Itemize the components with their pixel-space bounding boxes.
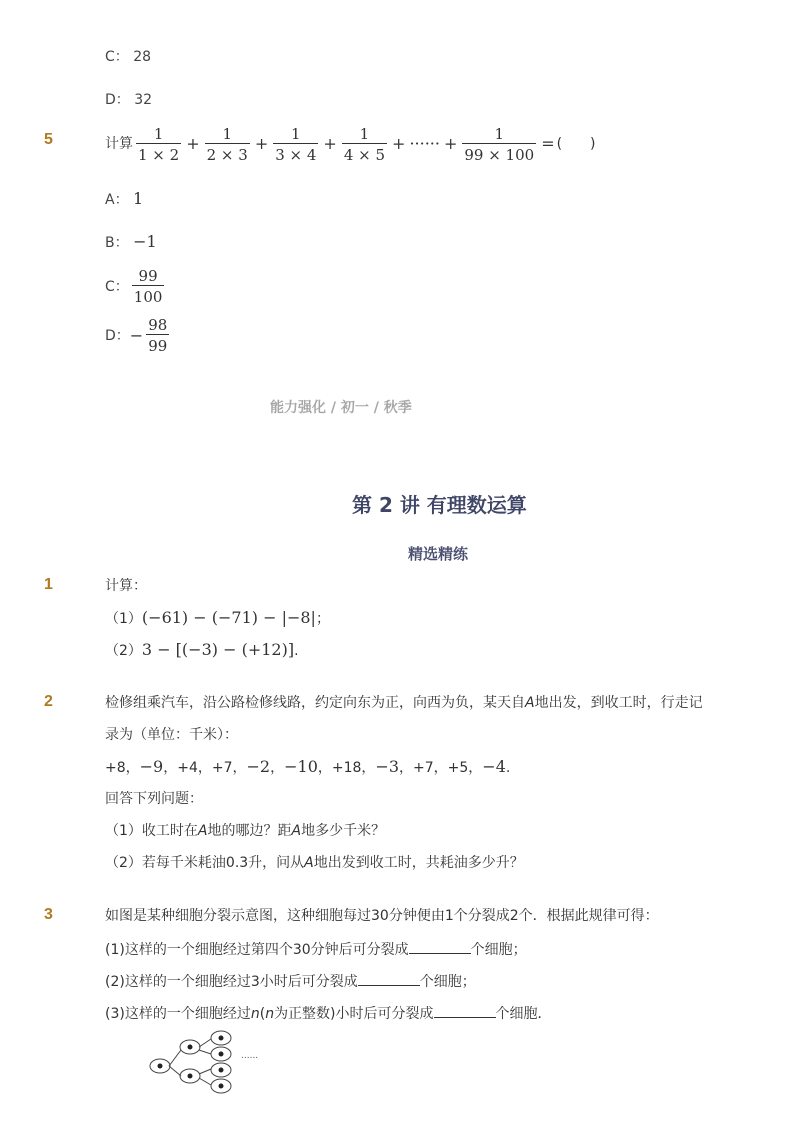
variable: A [525, 695, 535, 711]
fraction: $\frac{98}{99}$ [148, 315, 168, 355]
option-value: −1 [133, 232, 157, 251]
lesson-title: 第 2 讲 有理数运算 [352, 493, 527, 517]
option-label: D： [105, 92, 130, 108]
q5-expression [105, 122, 596, 166]
answer-paren: ( ) [556, 136, 596, 152]
question-number: 5 [44, 131, 53, 148]
fraction: $\frac{99}{100}$ [133, 266, 163, 306]
q3-sub3: (3)这样的一个细胞经过n(n为正整数)小时后可分裂成 个细胞． [105, 1003, 552, 1024]
part-label: （2） [105, 643, 142, 659]
diagram-ellipsis: ...... [241, 1051, 259, 1061]
option-value: 28 [133, 49, 152, 65]
q5-prefix: 计算 [105, 136, 133, 152]
q2-sub1: （1）收工时在A地的哪边？距A地多少千米？ [105, 823, 386, 839]
variable: n [250, 1006, 260, 1022]
part-end: ； [315, 611, 330, 627]
math-expression: (−61) − (−71) − |−8| [141, 608, 316, 627]
question-number: 2 [44, 693, 53, 710]
question-number: 1 [44, 576, 53, 593]
option-label: B： [105, 235, 129, 251]
q2-records: +8，−9，+4，+7，−2，−10，+18，−3，+7，+5，−4. [105, 757, 511, 776]
part-end: . [294, 643, 299, 659]
variable: n [265, 1006, 275, 1022]
q1-part2 [105, 640, 299, 661]
plus-sign: + [443, 134, 458, 153]
fraction: $\frac{1}{3 \times 4}$ [275, 124, 317, 164]
cell-division-diagram [148, 1028, 268, 1098]
minus-sign: − [129, 325, 144, 345]
q2-sub2: （2）若每千米耗油0.3升，问从A地出发到收工时，共耗油多少升？ [105, 855, 524, 871]
plus-sign: + [323, 134, 337, 153]
option-value: 1 [133, 189, 144, 208]
q3-sub1: (1)这样的一个细胞经过第四个30分钟后可分裂成 个细胞； [105, 939, 527, 960]
plus-sign: + [254, 134, 269, 153]
section-title: 精选精练 [408, 545, 469, 563]
q1-prompt: 计算： [105, 578, 147, 594]
option-c [105, 264, 167, 308]
variable: A [197, 823, 208, 839]
ellipsis: ······ [409, 134, 440, 153]
answer-blank [358, 971, 420, 986]
q1-part1 [105, 608, 330, 629]
fraction: $\frac{1}{1 \times 2}$ [138, 124, 180, 164]
option-d [105, 313, 172, 357]
q2-line2: 录为（单位：千米）： [105, 727, 238, 743]
fraction: $\frac{1}{2 \times 3}$ [206, 124, 248, 164]
answer-blank [434, 1003, 496, 1018]
part-label: （1） [105, 611, 142, 627]
q2-line4: 回答下列问题： [105, 791, 203, 807]
variable: A [291, 823, 302, 839]
fraction: $\frac{1}{4 \times 5}$ [343, 124, 386, 164]
q2-line1: 检修组乘汽车，沿公路检修线路，约定向东为正，向西为负，某天自A地出发，到收工时，行走记 [105, 695, 703, 711]
option-label: A： [105, 192, 129, 208]
option-label: C： [105, 279, 129, 295]
plus-sign: + [392, 134, 406, 153]
q3-line1: 如图是某种细胞分裂示意图，这种细胞每过30分钟便由1个分裂成2个．根据此规律可得： [105, 908, 659, 924]
option-c-prev [105, 46, 151, 66]
option-value: 32 [134, 92, 153, 108]
question-number: 3 [44, 906, 53, 923]
math-expression: 3 − [(−3) − (+12)] [141, 640, 295, 659]
equals-sign: = [541, 134, 555, 153]
page-footer: 能力强化 / 初一 / 秋季 [270, 400, 412, 416]
option-d-prev [105, 89, 152, 109]
fraction: $\frac{1}{99 \times 100}$ [464, 124, 535, 164]
option-a [105, 189, 143, 209]
option-label: D： [105, 328, 130, 344]
plus-sign: + [186, 134, 200, 153]
answer-blank [409, 939, 471, 954]
variable: A [304, 855, 314, 871]
q3-sub2: (2)这样的一个细胞经过3小时后可分裂成 个细胞； [105, 971, 476, 992]
option-b [105, 232, 157, 252]
option-label: C： [105, 49, 129, 65]
